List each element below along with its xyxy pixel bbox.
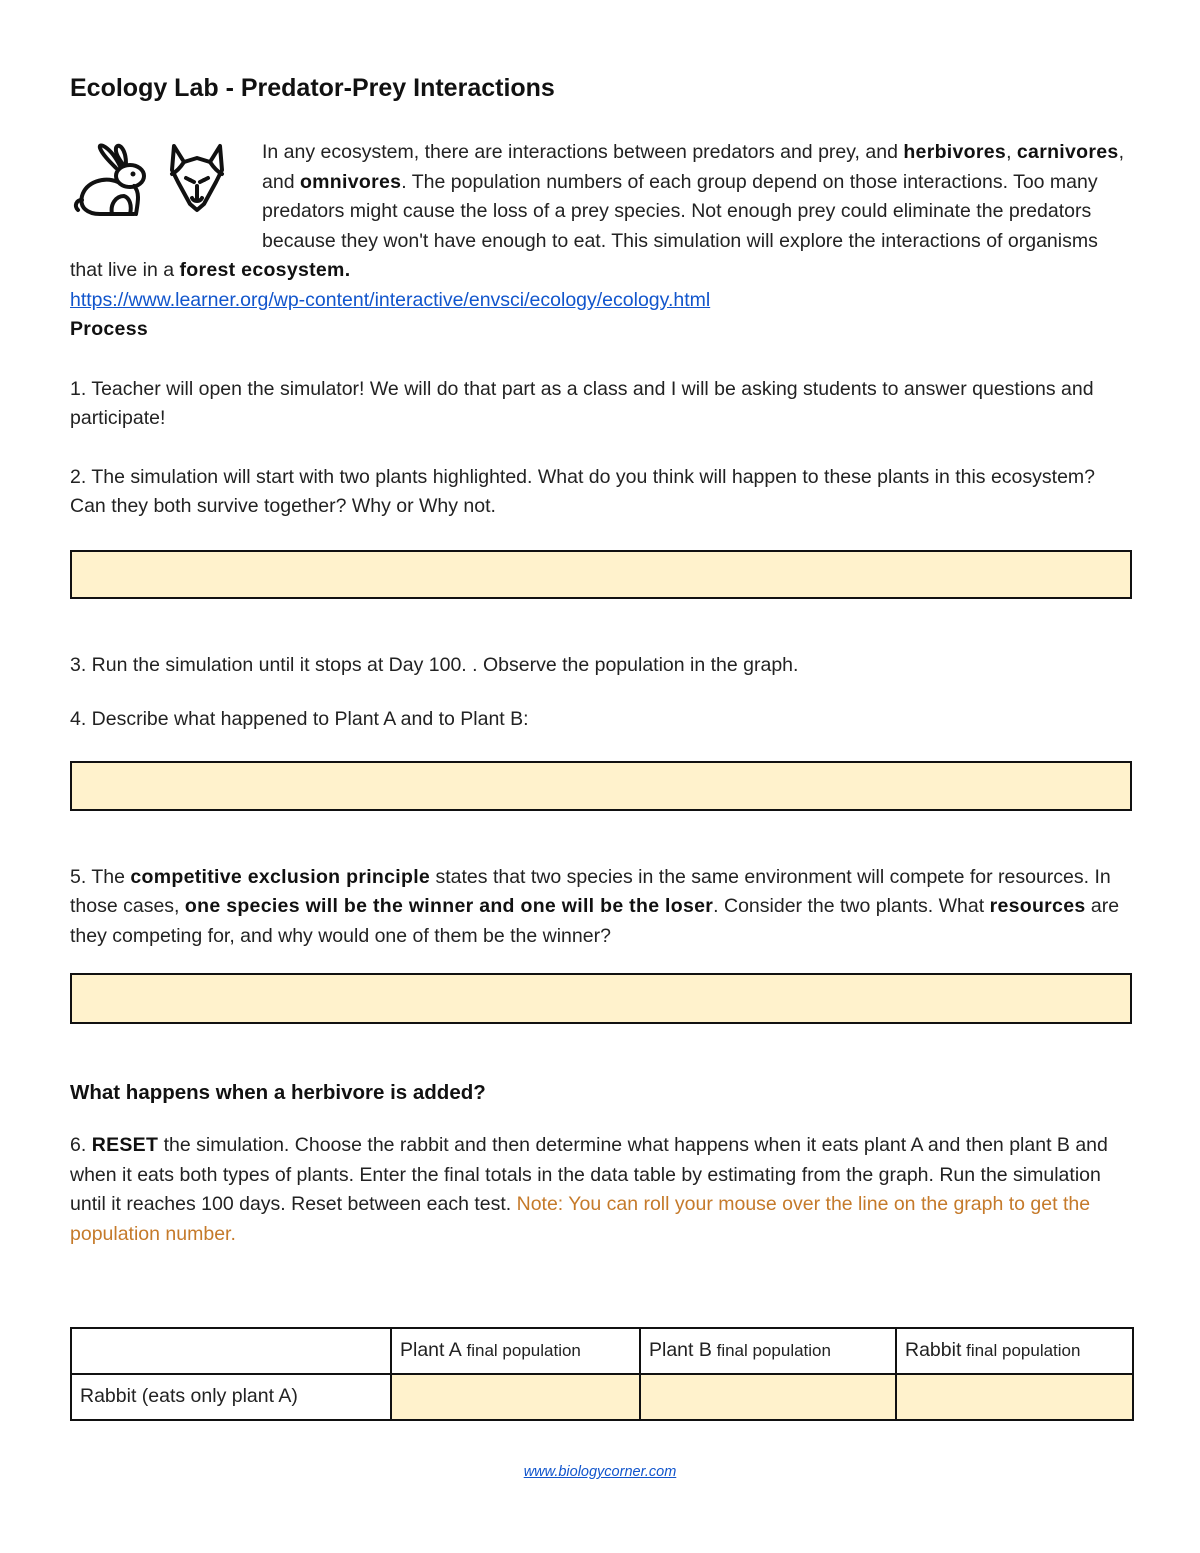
q6-text: 6.: [70, 1134, 92, 1156]
process-heading: Process: [70, 318, 148, 340]
intro-text: , and: [262, 141, 1124, 193]
header-small: final population: [461, 1341, 581, 1361]
question-1: 1. Teacher will open the simulator! We will do that part as a class and I will be asking students to answer questions and participate!: [70, 377, 1094, 429]
header-small: final population: [711, 1341, 831, 1361]
term-winner-loser: one species will be the winner and one will be the loser: [184, 895, 714, 917]
data-table: [70, 1327, 1134, 1421]
intro-text: In any ecosystem, there are interactions between predators and prey, and: [262, 141, 904, 163]
answer-box-5[interactable]: [70, 973, 1132, 1024]
input-cell-plant-a[interactable]: [391, 1374, 640, 1420]
question-3: 3. Run the simulation until it stops at Day 100. . Observe the population in the graph.: [70, 653, 799, 676]
answer-box-2[interactable]: [70, 550, 1132, 599]
q6-note: Note: You can roll your mouse over the line on the graph to get the population number.: [70, 1193, 1091, 1245]
worksheet-page: [70, 72, 1132, 1421]
simulation-link[interactable]: https://www.learner.org/wp-content/interactive/envsci/ecology/ecology.html: [70, 288, 711, 311]
q6-text: the simulation. Choose the rabbit and then determine what happens when it eats plant A and then plant B and when it eats both types of plants. Enter the final totals in the data table by estimating from the graph. Run the simulation until it reaches 100 days. Reset between each test.: [70, 1134, 1108, 1215]
rabbit-icon: [70, 140, 152, 220]
q5-text: states that two species in the same environment will compete for resources. In those cases,: [70, 865, 1111, 917]
question-4: 4. Describe what happened to Plant A and to Plant B:: [70, 708, 529, 730]
intro-text: ,: [1006, 141, 1017, 163]
input-cell-plant-b[interactable]: [640, 1374, 896, 1420]
answer-box-4[interactable]: [70, 761, 1132, 811]
table-header-cell: [896, 1328, 1133, 1374]
table-header-cell: [640, 1328, 896, 1374]
footer-link[interactable]: www.biologycorner.com: [523, 1464, 677, 1480]
term-carnivores: carnivores: [1016, 141, 1119, 163]
term-resources: resources: [989, 895, 1086, 917]
table-header-row: [71, 1328, 1133, 1374]
intro-text: . The population numbers of each group depend on those interactions. Too many predators might cause the loss of a prey species. Not enough prey could eliminate the predators because they won't have enough to eat. This simulation will explore the interactions of organisms that live in a: [70, 170, 1098, 281]
term-herbivores: herbivores: [903, 141, 1007, 163]
term-omnivores: omnivores: [299, 170, 402, 193]
section-heading-herbivore: What happens when a herbivore is added?: [70, 1081, 486, 1104]
term-reset: RESET: [91, 1134, 159, 1156]
q5-text: 5. The: [70, 865, 131, 888]
header-main: Plant B: [649, 1339, 712, 1362]
table-header-cell: [71, 1328, 391, 1374]
page-title: Ecology Lab - Predator-Prey Interactions: [70, 74, 555, 102]
term-forest-ecosystem: forest ecosystem.: [179, 259, 351, 281]
q5-text: . Consider the two plants. What: [713, 895, 990, 917]
question-5: [70, 863, 1132, 952]
icon-group: [70, 140, 262, 240]
question-6: [70, 1131, 1132, 1249]
q5-text: are they competing for, and why would one of them be the winner?: [70, 895, 1120, 947]
term-competitive-exclusion: competitive exclusion principle: [130, 865, 431, 888]
header-main: Plant A: [400, 1339, 462, 1362]
table-header-cell: [391, 1328, 640, 1374]
header-small: final population: [961, 1341, 1081, 1361]
intro-section: [70, 138, 1132, 345]
wolf-icon: [166, 140, 228, 214]
input-cell-rabbit[interactable]: [896, 1374, 1133, 1420]
question-2: 2. The simulation will start with two plants highlighted. What do you think will happen to these plants in this ecosystem? Can they both survive together? Why or Why not.: [70, 465, 1096, 517]
footer: [0, 1458, 1200, 1488]
table-row: [71, 1374, 1133, 1420]
header-main: Rabbit: [905, 1339, 962, 1362]
row-label: Rabbit (eats only plant A): [71, 1374, 391, 1420]
